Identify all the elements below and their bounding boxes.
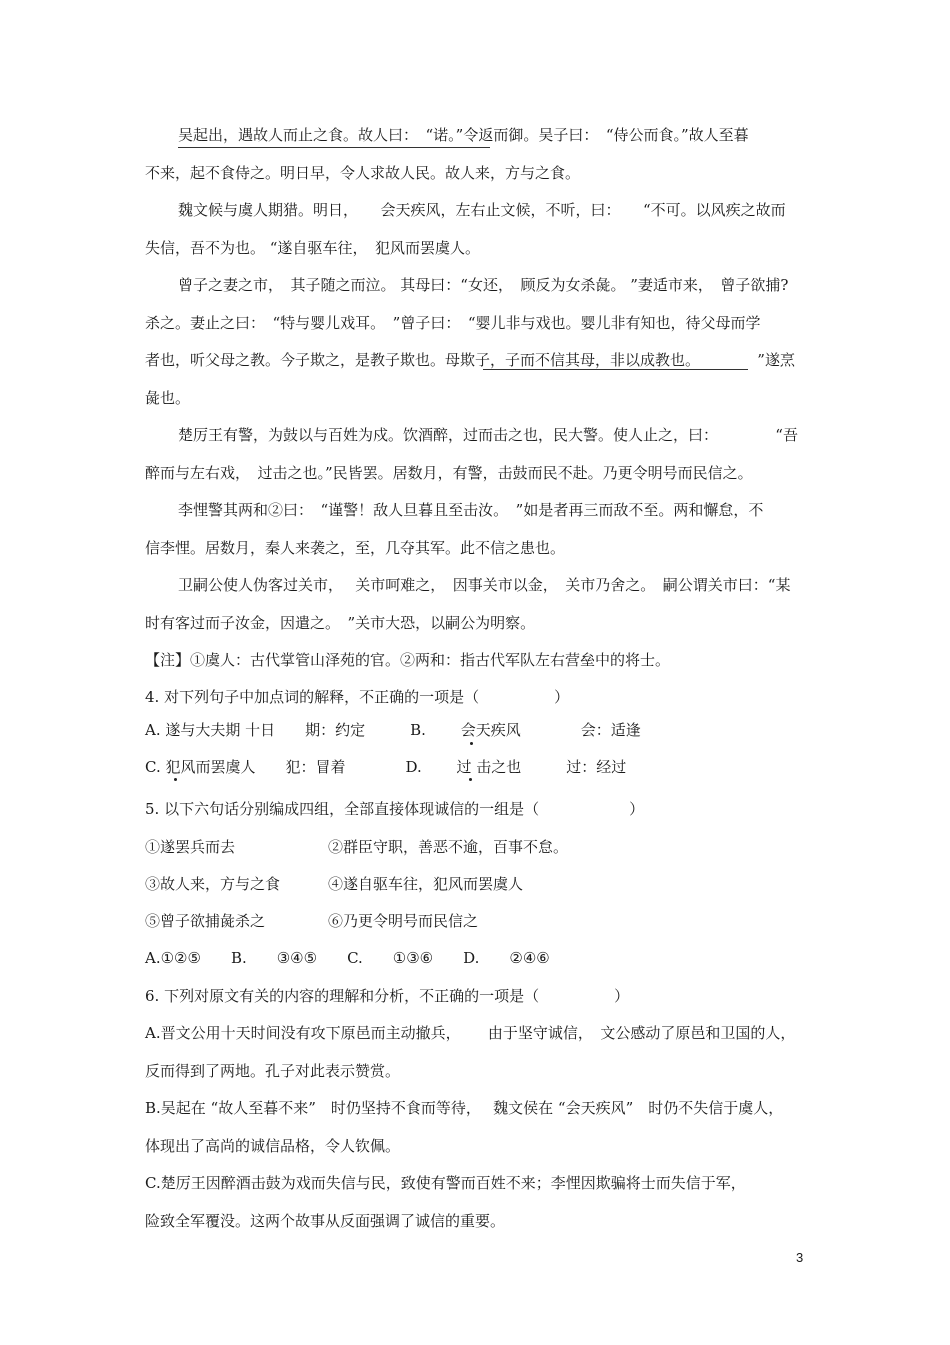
question-5-item-2: ②群臣守职，善恶不逾，百事不怠。	[328, 838, 569, 856]
emphasis-dot	[470, 742, 473, 745]
passage-note: 【注】①虞人：古代掌管山泽苑的官。②两和：指古代军队左右营垒中的将士。	[145, 651, 671, 669]
passage-p2-line2: 失信，吾不为也。 “遂自驱车往， 犯风而罢虞人。	[145, 239, 480, 257]
passage-p3-line2: 杀之。妻止之曰： “特与婴儿戏耳。 ”曾子曰： “婴儿非与戏也。婴儿非有知也，待父母而学	[145, 314, 761, 332]
page-number: 3	[796, 1250, 804, 1265]
passage-p1-line1: 吴起出，遇故人而止之食。故人曰： “诺。”令返而御。吴子曰： “侍公而食。”故人至暮	[178, 126, 749, 144]
passage-p3-line1: 曾子之妻之市， 其子随之而泣。 其母曰：“女还， 顾反为女杀彘。 ”妻适市来， 曾子欲捕?	[178, 276, 789, 294]
question-6-option-a-line2: 反而得到了两地。孔子对此表示赞赏。	[145, 1062, 401, 1080]
underline-2	[483, 369, 748, 370]
passage-p2-line1: 魏文候与虞人期猎。明日， 会天疾风，左右止文候，不听，曰： “不可。以风疾之故而	[178, 201, 786, 219]
question-6-option-a-line1: A.晋文公用十天时间没有攻下原邑而主动撤兵， 由于坚守诚信， 文公感动了原邑和卫国的人，	[145, 1024, 796, 1042]
question-6-option-c-line1: C.楚厉王因醉酒击鼓为戏而失信与民，致使有警而百姓不来；李悝因欺骗将士而失信于军，	[145, 1174, 746, 1192]
question-4-options-ab: A. 遂与大夫期 十日 期：约定 B. 会天疾风 会：适逢	[145, 721, 641, 739]
question-6-option-b-line2: 体现出了高尚的诚信品格，令人钦佩。	[145, 1137, 401, 1155]
passage-p3-line3: 者也，听父母之教。今子欺之，是教子欺也。母欺子，子而不信其母，非以成教也。 ”遂烹	[145, 351, 795, 369]
question-5-item-3: ③故人来，方与之食	[145, 875, 281, 893]
emphasis-dot	[174, 778, 177, 781]
passage-p1-line2: 不来，起不食侍之。明日早，令人求故人民。故人来，方与之食。	[145, 164, 581, 182]
question-5-item-5: ⑤曾子欲捕彘杀之	[145, 912, 266, 930]
passage-p4-line1: 楚厉王有警，为鼓以与百姓为戍。饮酒醉，过而击之也，民大警。使人止之，曰： “吾	[178, 426, 798, 444]
question-5-options: A.①②⑤ B. ③④⑤ C. ①③⑥ D. ②④⑥	[145, 949, 550, 967]
question-6-stem: 6. 下列对原文有关的内容的理解和分析，不正确的一项是（ ）	[145, 987, 630, 1005]
passage-p5-line2: 信李悝。居数月，秦人来袭之，至，几夺其军。此不信之患也。	[145, 539, 566, 557]
question-4-stem: 4. 对下列句子中加点词的解释，不正确的一项是（ ）	[145, 688, 570, 706]
question-5-item-1: ①遂罢兵而去	[145, 838, 236, 856]
question-6-option-c-line2: 险致全军覆没。这两个故事从反面强调了诚信的重要。	[145, 1212, 506, 1230]
passage-p6-line2: 时有客过而子汝金，因遣之。 ”关市大恐，以嗣公为明察。	[145, 614, 536, 632]
question-4-options-cd: C. 犯风而罢虞人 犯：冒着 D. 过 击之也 过：经过	[145, 758, 627, 776]
emphasis-dot	[469, 778, 472, 781]
passage-p3-line4: 彘也。	[145, 389, 191, 407]
question-5-item-4: ④遂自驱车往，犯风而罢虞人	[328, 875, 524, 893]
question-6-option-b-line1: B.吴起在 “故人至暮不来” 时仍坚持不食而等待， 魏文侯在 “会天疾风” 时仍不失信于虞人，	[145, 1099, 784, 1117]
question-5-stem: 5. 以下六句话分别编成四组，全部直接体现诚信的一组是（ ）	[145, 800, 645, 818]
passage-p4-line2: 醉而与左右戏， 过击之也。”民皆罢。居数月，有警，击鼓而民不赴。乃更令明号而民信之。	[145, 464, 753, 482]
passage-p6-line1: 卫嗣公使人伪客过关市， 关市呵难之， 因事关市以金， 关市乃舍之。 嗣公谓关市曰：“某	[178, 576, 791, 594]
question-5-item-6: ⑥乃更令明号而民信之	[328, 912, 479, 930]
passage-p5-line1: 李悝警其两和②曰： “谨警！敌人旦暮且至击汝。 ”如是者再三而敌不至。两和懈怠，不	[178, 501, 764, 519]
underline-1	[178, 147, 490, 148]
